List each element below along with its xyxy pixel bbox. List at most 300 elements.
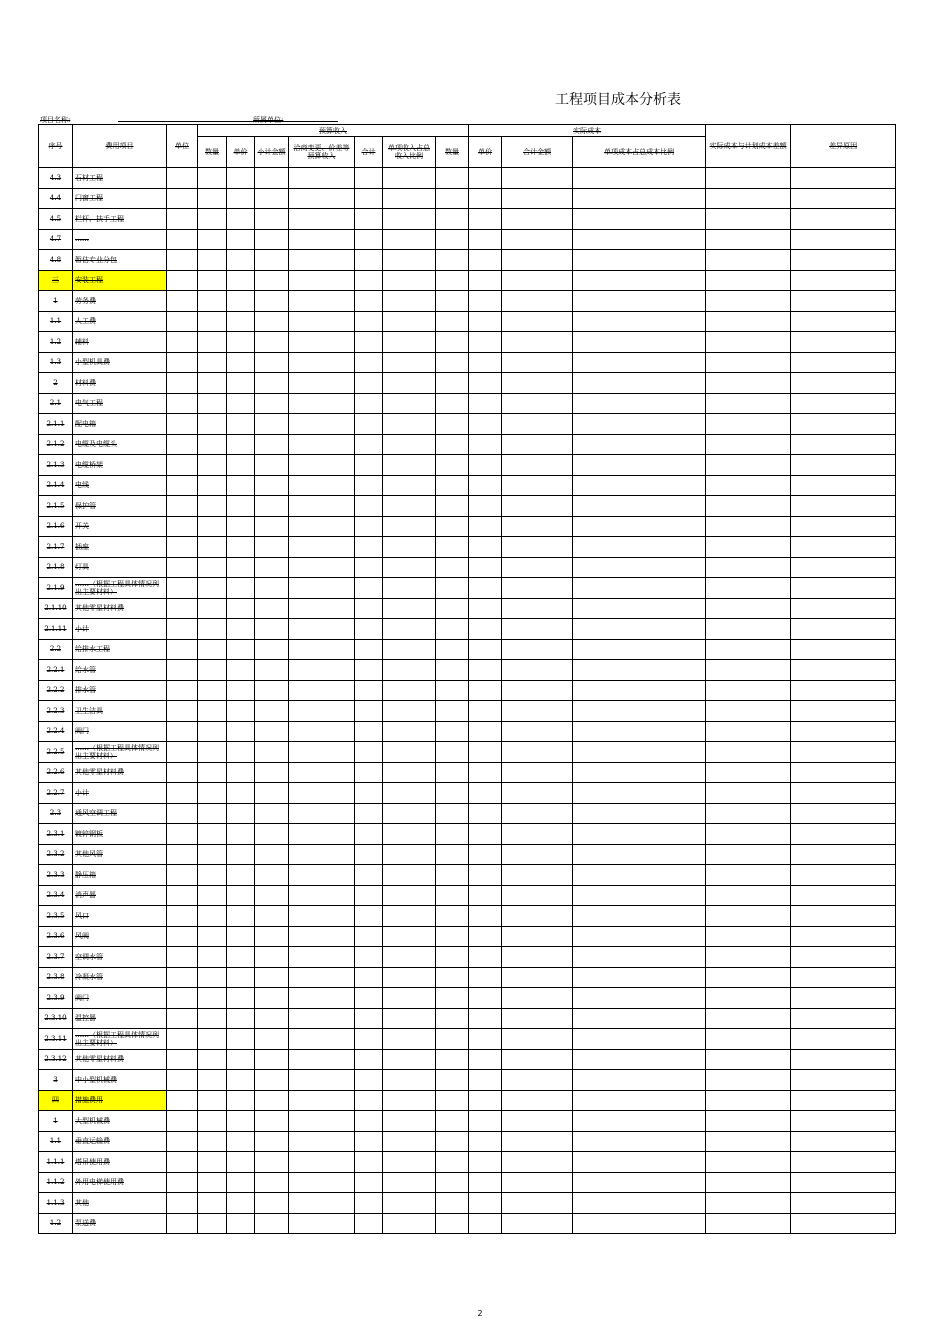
row-item-cell: 辅料 — [73, 332, 167, 353]
row-empty-cell — [791, 1111, 896, 1132]
row-empty-cell — [198, 1029, 227, 1050]
row-item-cell: 风阀 — [73, 926, 167, 947]
row-seq-cell: 四 — [39, 1090, 73, 1111]
row-empty-cell — [791, 250, 896, 271]
row-item-cell: 温控器 — [73, 1008, 167, 1029]
row-empty-cell — [227, 209, 255, 230]
row-empty-cell — [355, 742, 383, 763]
row-empty-cell — [355, 496, 383, 517]
row-empty-cell — [289, 926, 355, 947]
row-seq-cell: 2.3.4 — [39, 885, 73, 906]
row-empty-cell — [791, 967, 896, 988]
row-empty-cell — [791, 496, 896, 517]
row-empty-cell — [706, 352, 791, 373]
row-empty-cell — [227, 455, 255, 476]
row-empty-cell — [791, 783, 896, 804]
row-empty-cell — [198, 1008, 227, 1029]
table-row — [39, 1029, 896, 1050]
row-empty-cell — [706, 496, 791, 517]
row-seq-cell: 2.2.4 — [39, 721, 73, 742]
table-row — [39, 988, 896, 1009]
row-empty-cell — [573, 229, 706, 250]
row-item-cell: 其他风管 — [73, 844, 167, 865]
row-empty-cell — [355, 1008, 383, 1029]
row-empty-cell — [355, 803, 383, 824]
row-empty-cell — [227, 1029, 255, 1050]
row-empty-cell — [436, 578, 469, 599]
row-empty-cell — [469, 721, 502, 742]
table-row — [39, 1213, 896, 1234]
row-empty-cell — [469, 824, 502, 845]
row-empty-cell — [167, 721, 198, 742]
table-row — [39, 721, 896, 742]
row-item-cell: 电线 — [73, 475, 167, 496]
row-empty-cell — [355, 598, 383, 619]
row-empty-cell — [791, 906, 896, 927]
row-item-cell: 暂估专业分包 — [73, 250, 167, 271]
row-empty-cell — [289, 578, 355, 599]
row-empty-cell — [573, 475, 706, 496]
row-empty-cell — [706, 373, 791, 394]
row-empty-cell — [383, 250, 436, 271]
row-empty-cell — [573, 844, 706, 865]
row-empty-cell — [573, 332, 706, 353]
row-empty-cell — [255, 455, 289, 476]
row-empty-cell — [355, 414, 383, 435]
row-item-cell: 排水管 — [73, 680, 167, 701]
row-empty-cell — [469, 1152, 502, 1173]
row-empty-cell — [469, 352, 502, 373]
row-empty-cell — [383, 680, 436, 701]
row-empty-cell — [167, 803, 198, 824]
row-empty-cell — [289, 291, 355, 312]
row-empty-cell — [198, 557, 227, 578]
row-empty-cell — [706, 906, 791, 927]
row-empty-cell — [198, 311, 227, 332]
table-row — [39, 557, 896, 578]
row-empty-cell — [198, 291, 227, 312]
row-seq-cell: 4.8 — [39, 250, 73, 271]
row-empty-cell — [198, 844, 227, 865]
header-seq: 序号 — [39, 125, 73, 168]
row-empty-cell — [573, 1090, 706, 1111]
row-empty-cell — [355, 1213, 383, 1234]
row-empty-cell — [706, 311, 791, 332]
row-seq-cell: 2 — [39, 373, 73, 394]
row-empty-cell — [227, 393, 255, 414]
row-empty-cell — [436, 1131, 469, 1152]
row-empty-cell — [198, 229, 227, 250]
row-empty-cell — [167, 250, 198, 271]
row-empty-cell — [706, 844, 791, 865]
row-empty-cell — [255, 537, 289, 558]
row-empty-cell — [573, 393, 706, 414]
row-empty-cell — [469, 660, 502, 681]
row-empty-cell — [255, 1008, 289, 1029]
row-empty-cell — [791, 1213, 896, 1234]
table-row — [39, 270, 896, 291]
row-item-cell: 开关 — [73, 516, 167, 537]
row-empty-cell — [469, 537, 502, 558]
row-empty-cell — [791, 865, 896, 886]
row-empty-cell — [167, 475, 198, 496]
row-empty-cell — [469, 1090, 502, 1111]
row-seq-cell: 1.1 — [39, 1131, 73, 1152]
row-empty-cell — [227, 906, 255, 927]
row-empty-cell — [198, 660, 227, 681]
row-empty-cell — [167, 639, 198, 660]
row-empty-cell — [791, 270, 896, 291]
row-empty-cell — [502, 1049, 573, 1070]
row-empty-cell — [383, 496, 436, 517]
row-empty-cell — [198, 1131, 227, 1152]
row-empty-cell — [706, 1193, 791, 1214]
row-item-cell: 静压箱 — [73, 865, 167, 886]
row-empty-cell — [791, 188, 896, 209]
document-title: 工程项目成本分析表 — [555, 92, 681, 108]
row-empty-cell — [198, 537, 227, 558]
row-empty-cell — [383, 1193, 436, 1214]
row-empty-cell — [383, 762, 436, 783]
row-empty-cell — [791, 885, 896, 906]
row-empty-cell — [791, 373, 896, 394]
row-empty-cell — [167, 885, 198, 906]
row-empty-cell — [436, 783, 469, 804]
row-seq-cell: 2.1.8 — [39, 557, 73, 578]
table-row — [39, 947, 896, 968]
row-empty-cell — [198, 496, 227, 517]
row-empty-cell — [791, 1193, 896, 1214]
row-empty-cell — [502, 352, 573, 373]
row-empty-cell — [355, 516, 383, 537]
header-budget-qty: 数量 — [198, 137, 227, 168]
row-empty-cell — [355, 926, 383, 947]
row-seq-cell: 2.3.3 — [39, 865, 73, 886]
row-empty-cell — [198, 639, 227, 660]
row-empty-cell — [706, 660, 791, 681]
row-empty-cell — [469, 434, 502, 455]
row-empty-cell — [436, 291, 469, 312]
row-empty-cell — [198, 1152, 227, 1173]
row-empty-cell — [573, 455, 706, 476]
table-row — [39, 844, 896, 865]
row-empty-cell — [289, 844, 355, 865]
row-empty-cell — [502, 455, 573, 476]
header-actual-group: 实际成本 — [469, 125, 706, 137]
row-empty-cell — [383, 291, 436, 312]
row-empty-cell — [355, 701, 383, 722]
row-empty-cell — [227, 721, 255, 742]
row-empty-cell — [355, 373, 383, 394]
row-empty-cell — [573, 373, 706, 394]
row-empty-cell — [355, 906, 383, 927]
row-item-cell: 小型机具费 — [73, 352, 167, 373]
row-item-cell: 其他零星材料费 — [73, 598, 167, 619]
row-empty-cell — [791, 926, 896, 947]
row-empty-cell — [436, 373, 469, 394]
row-empty-cell — [469, 947, 502, 968]
row-empty-cell — [469, 229, 502, 250]
row-empty-cell — [706, 988, 791, 1009]
row-empty-cell — [502, 1029, 573, 1050]
project-name-underline — [118, 121, 338, 122]
row-empty-cell — [706, 291, 791, 312]
row-empty-cell — [469, 885, 502, 906]
row-empty-cell — [573, 516, 706, 537]
row-seq-cell: 2.2 — [39, 639, 73, 660]
row-empty-cell — [167, 209, 198, 230]
row-item-cell: 门窗工程 — [73, 188, 167, 209]
row-empty-cell — [573, 680, 706, 701]
row-empty-cell — [167, 762, 198, 783]
row-empty-cell — [227, 578, 255, 599]
row-empty-cell — [436, 988, 469, 1009]
row-empty-cell — [289, 865, 355, 886]
row-empty-cell — [289, 824, 355, 845]
table-row — [39, 639, 896, 660]
row-empty-cell — [198, 1070, 227, 1091]
row-empty-cell — [502, 701, 573, 722]
row-seq-cell: 2.1.1 — [39, 414, 73, 435]
row-empty-cell — [227, 1049, 255, 1070]
row-empty-cell — [383, 516, 436, 537]
row-empty-cell — [573, 414, 706, 435]
row-item-cell: …… — [73, 229, 167, 250]
row-empty-cell — [469, 762, 502, 783]
row-empty-cell — [706, 926, 791, 947]
row-empty-cell — [227, 1172, 255, 1193]
row-empty-cell — [355, 393, 383, 414]
row-empty-cell — [355, 844, 383, 865]
row-empty-cell — [469, 598, 502, 619]
row-empty-cell — [436, 1049, 469, 1070]
row-empty-cell — [167, 783, 198, 804]
row-empty-cell — [289, 475, 355, 496]
row-empty-cell — [502, 639, 573, 660]
row-empty-cell — [573, 270, 706, 291]
row-empty-cell — [355, 291, 383, 312]
header-actual-ratio: 单项成本占总成本比例 — [573, 137, 706, 168]
table-row — [39, 742, 896, 763]
row-empty-cell — [573, 434, 706, 455]
row-empty-cell — [436, 229, 469, 250]
table-row — [39, 250, 896, 271]
row-empty-cell — [167, 1111, 198, 1132]
row-empty-cell — [355, 188, 383, 209]
row-seq-cell: 4.4 — [39, 188, 73, 209]
unit-label: 所属单位: — [253, 116, 284, 124]
row-empty-cell — [227, 332, 255, 353]
row-empty-cell — [706, 1131, 791, 1152]
row-empty-cell — [383, 619, 436, 640]
row-empty-cell — [167, 598, 198, 619]
row-item-cell: 镀锌钢板 — [73, 824, 167, 845]
row-empty-cell — [469, 1172, 502, 1193]
row-empty-cell — [355, 1152, 383, 1173]
row-empty-cell — [706, 188, 791, 209]
table-row — [39, 1152, 896, 1173]
row-empty-cell — [502, 311, 573, 332]
row-empty-cell — [502, 1152, 573, 1173]
row-empty-cell — [383, 1029, 436, 1050]
row-empty-cell — [573, 496, 706, 517]
row-empty-cell — [436, 352, 469, 373]
row-empty-cell — [436, 516, 469, 537]
row-empty-cell — [167, 168, 198, 189]
table-row — [39, 762, 896, 783]
row-empty-cell — [355, 824, 383, 845]
row-empty-cell — [355, 1029, 383, 1050]
row-empty-cell — [502, 537, 573, 558]
row-empty-cell — [706, 639, 791, 660]
row-empty-cell — [469, 270, 502, 291]
header-item: 费用项目 — [73, 125, 167, 168]
row-empty-cell — [255, 414, 289, 435]
row-empty-cell — [289, 373, 355, 394]
row-empty-cell — [198, 947, 227, 968]
row-empty-cell — [469, 701, 502, 722]
row-empty-cell — [255, 1049, 289, 1070]
row-empty-cell — [289, 393, 355, 414]
row-empty-cell — [383, 393, 436, 414]
row-empty-cell — [355, 1193, 383, 1214]
row-empty-cell — [502, 1213, 573, 1234]
row-empty-cell — [198, 209, 227, 230]
row-empty-cell — [502, 1172, 573, 1193]
row-empty-cell — [355, 1131, 383, 1152]
row-empty-cell — [167, 680, 198, 701]
row-empty-cell — [355, 537, 383, 558]
row-empty-cell — [289, 1152, 355, 1173]
row-seq-cell: 2.1.4 — [39, 475, 73, 496]
row-empty-cell — [573, 1029, 706, 1050]
row-empty-cell — [355, 619, 383, 640]
row-empty-cell — [167, 1049, 198, 1070]
row-empty-cell — [706, 455, 791, 476]
row-empty-cell — [436, 557, 469, 578]
row-empty-cell — [469, 803, 502, 824]
row-empty-cell — [227, 639, 255, 660]
row-empty-cell — [355, 209, 383, 230]
row-empty-cell — [167, 1172, 198, 1193]
row-empty-cell — [355, 639, 383, 660]
row-seq-cell: 2.3 — [39, 803, 73, 824]
table-row — [39, 619, 896, 640]
row-empty-cell — [355, 557, 383, 578]
table-row — [39, 660, 896, 681]
row-empty-cell — [289, 311, 355, 332]
row-empty-cell — [198, 1172, 227, 1193]
row-empty-cell — [436, 270, 469, 291]
row-empty-cell — [791, 1172, 896, 1193]
table-row — [39, 516, 896, 537]
row-empty-cell — [255, 250, 289, 271]
table-row — [39, 168, 896, 189]
row-empty-cell — [436, 1070, 469, 1091]
row-empty-cell — [198, 168, 227, 189]
row-empty-cell — [255, 660, 289, 681]
row-empty-cell — [289, 1029, 355, 1050]
row-empty-cell — [469, 639, 502, 660]
header-budget-subtotal: 小计金额 — [255, 137, 289, 168]
row-empty-cell — [355, 680, 383, 701]
row-item-cell: 其他零星材料费 — [73, 1049, 167, 1070]
table-row — [39, 680, 896, 701]
row-empty-cell — [436, 885, 469, 906]
row-empty-cell — [289, 988, 355, 1009]
row-empty-cell — [167, 332, 198, 353]
row-empty-cell — [573, 250, 706, 271]
row-empty-cell — [791, 598, 896, 619]
row-empty-cell — [436, 1111, 469, 1132]
row-empty-cell — [469, 1213, 502, 1234]
row-empty-cell — [289, 168, 355, 189]
row-empty-cell — [706, 414, 791, 435]
row-empty-cell — [289, 270, 355, 291]
header-budget-ratio: 单项收入占总收入比例 — [383, 137, 436, 168]
table-row — [39, 906, 896, 927]
row-empty-cell — [227, 434, 255, 455]
row-empty-cell — [255, 1029, 289, 1050]
row-empty-cell — [502, 578, 573, 599]
row-empty-cell — [227, 557, 255, 578]
row-empty-cell — [355, 434, 383, 455]
header-actual-total: 合计金额 — [502, 137, 573, 168]
row-empty-cell — [706, 1152, 791, 1173]
row-empty-cell — [502, 1070, 573, 1091]
row-empty-cell — [289, 598, 355, 619]
row-empty-cell — [573, 578, 706, 599]
row-empty-cell — [198, 803, 227, 824]
row-empty-cell — [167, 393, 198, 414]
row-empty-cell — [383, 557, 436, 578]
row-empty-cell — [355, 762, 383, 783]
row-empty-cell — [791, 701, 896, 722]
row-empty-cell — [573, 1111, 706, 1132]
row-empty-cell — [383, 926, 436, 947]
row-empty-cell — [198, 598, 227, 619]
row-empty-cell — [227, 1090, 255, 1111]
row-empty-cell — [289, 414, 355, 435]
row-seq-cell: 三 — [39, 270, 73, 291]
row-item-cell: 石材工程 — [73, 168, 167, 189]
table-row — [39, 803, 896, 824]
row-empty-cell — [502, 906, 573, 927]
row-empty-cell — [791, 455, 896, 476]
row-empty-cell — [355, 967, 383, 988]
row-empty-cell — [502, 762, 573, 783]
row-item-cell: 劳务费 — [73, 291, 167, 312]
row-empty-cell — [436, 475, 469, 496]
table-row — [39, 455, 896, 476]
row-empty-cell — [436, 414, 469, 435]
row-empty-cell — [255, 988, 289, 1009]
row-empty-cell — [167, 906, 198, 927]
row-empty-cell — [706, 783, 791, 804]
row-empty-cell — [167, 455, 198, 476]
row-empty-cell — [791, 639, 896, 660]
row-empty-cell — [355, 865, 383, 886]
row-empty-cell — [227, 168, 255, 189]
row-empty-cell — [573, 537, 706, 558]
row-empty-cell — [227, 926, 255, 947]
row-seq-cell: 1 — [39, 1111, 73, 1132]
row-empty-cell — [227, 516, 255, 537]
row-empty-cell — [255, 516, 289, 537]
row-empty-cell — [383, 947, 436, 968]
row-empty-cell — [791, 332, 896, 353]
row-empty-cell — [167, 557, 198, 578]
